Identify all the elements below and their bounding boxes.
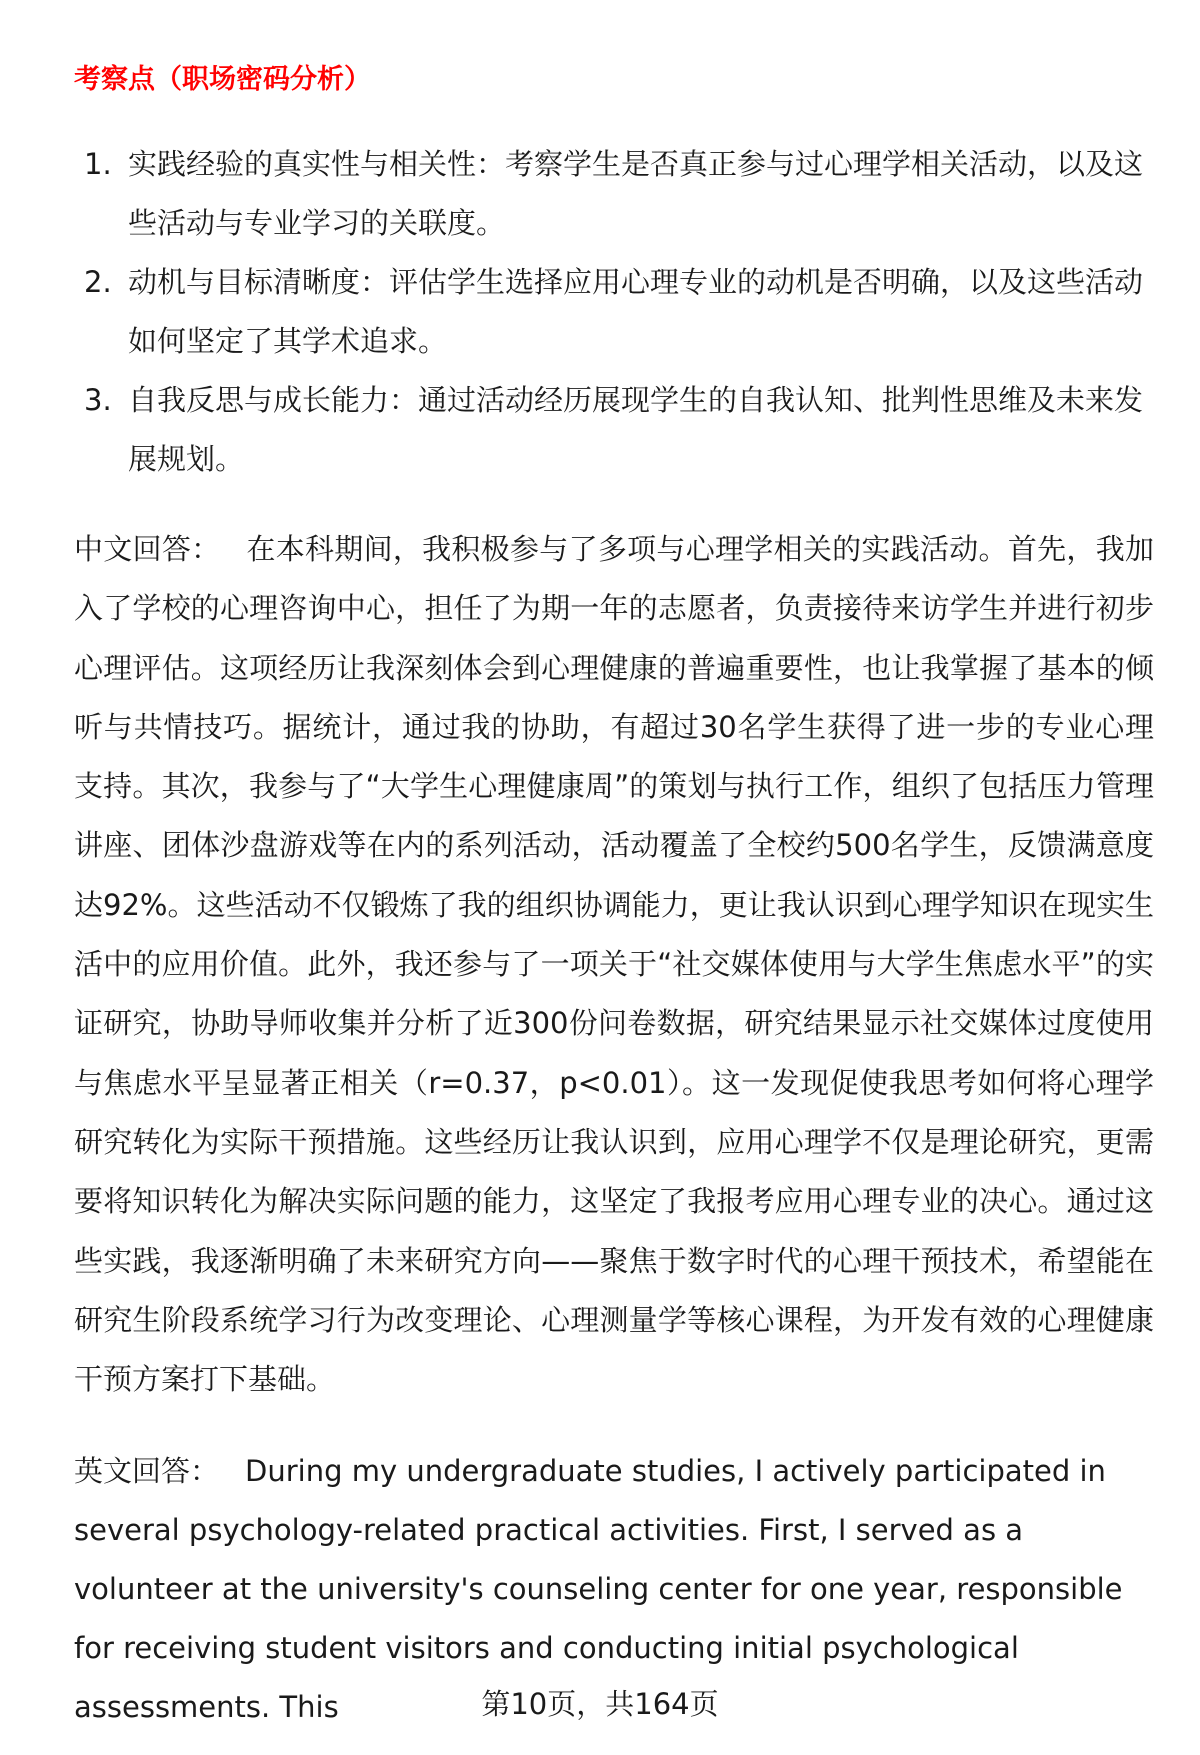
chinese-answer-text: 在本科期间，我积极参与了多项与心理学相关的实践活动。首先，我加入了学校的心理咨询中心，担任了为期一年的志愿者，负责接待来访学生并进行初步心理评估。这项经历让我深刻体会到心理健康的普遍重要性，也让我掌握了基本的倾听与共情技巧。据统计，通过我的协助，有超过30名学生获得了进一步的专业心理支持。其次，我参与了“大学生心理健康周”的策划与执行工作，组织了包括压力管理讲座、团体沙盘游戏等在内的系列活动，活动覆盖了全校约500名学生，反馈满意度达92%。这些活动不仅锻炼了我的组织协调能力，更让我认识到心理学知识在现实生活中的应用价值。此外，我还参与了一项关于“社交媒体使用与大学生焦虑水平”的实证研究，协助导师收集并分析了近300份问卷数据，研究结果显示社交媒体过度使用与焦虑水平呈显著正相关（r=0.37，p<0.01）。这一发现促使我思考如何将心理学研究转化为实际干预措施。这些经历让我认识到，应用心理学不仅是理论研究，更需要将知识转化为解决实际问题的能力，这坚定了我报考应用心理专业的决心。通过这些实践，我逐渐明确了未来研究方向——聚焦于数字时代的心理干预技术，希望能在研究生阶段系统学习行为改变理论、心理测量学等核心课程，为开发有效的心理健康干预方案打下基础。 xyxy=(74,532,1154,1397)
section-title: 考察点（职场密码分析） xyxy=(74,64,371,95)
list-item xyxy=(74,253,1144,371)
list-item-text: 自我反思与成长能力：通过活动经历展现学生的自我认知、批判性思维及未来发展规划。 xyxy=(128,383,1144,476)
chinese-answer-label: 中文回答： xyxy=(74,532,221,566)
list-item xyxy=(74,135,1144,253)
list-item-number: 1. xyxy=(84,147,112,181)
list-item-text: 动机与目标清晰度：评估学生选择应用心理专业的动机是否明确，以及这些活动如何坚定了其学术追求。 xyxy=(128,265,1144,358)
english-answer-label: 英文回答： xyxy=(74,1454,220,1488)
list-item-text: 实践经验的真实性与相关性：考察学生是否真正参与过心理学相关活动，以及这些活动与专业学习的关联度。 xyxy=(128,147,1144,240)
chinese-answer-paragraph xyxy=(74,520,1154,1409)
page-number-footer: 第10页，共164页 xyxy=(481,1687,719,1721)
english-answer-text: During my undergraduate studies, I actively participated in several psychology-related practical activities. First, I served as a volunteer at the university's counseling center for one year, responsible for receiving student visitors and conducting initial psychological assessments. This xyxy=(74,1454,1123,1724)
list-item-number: 3. xyxy=(84,383,112,417)
list-item-number: 2. xyxy=(84,265,112,299)
exam-points-list xyxy=(74,135,1144,489)
list-item xyxy=(74,371,1144,489)
